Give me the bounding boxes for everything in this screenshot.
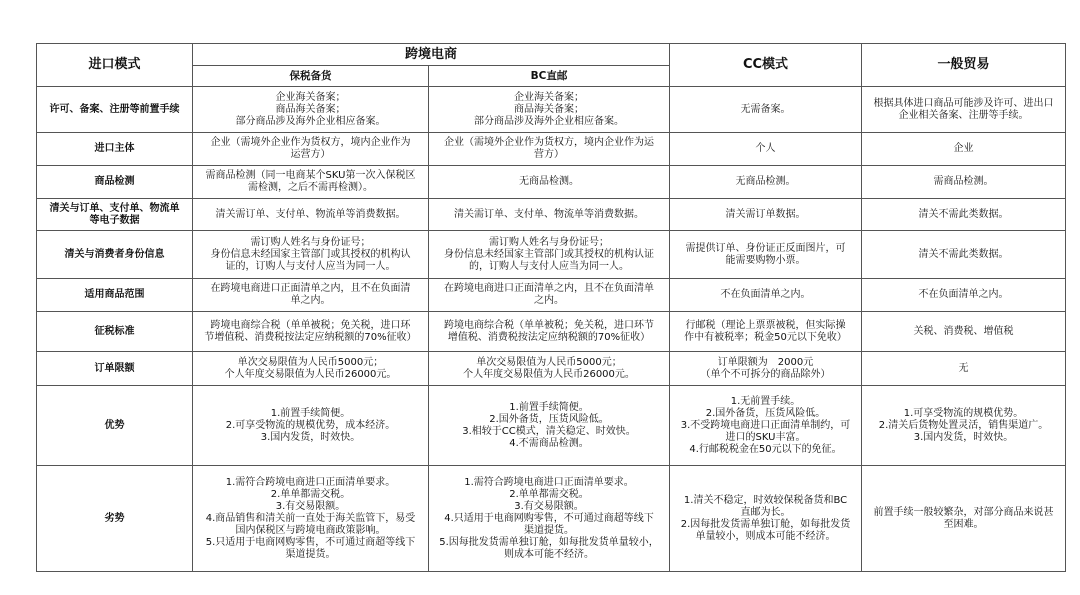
cell-bonded: 需订购人姓名与身份证号； 身份信息未经国家主管部门或其授权的机构认 证的，订购人与支付人应当为同一人。 <box>193 231 429 279</box>
cell-bc: 在跨境电商进口正面清单之内，且不在负面清单 之内。 <box>429 279 670 312</box>
table-row <box>37 166 1066 199</box>
cell-bonded: 清关需订单、支付单、物流单等消费数据。 <box>193 199 429 231</box>
cell-bonded: 单次交易限值为人民币5000元； 个人年度交易限值为人民币26000元。 <box>193 352 429 386</box>
cell-cc: 订单限额为 2000元 （单个不可拆分的商品除外） <box>670 352 862 386</box>
cell-general: 企业 <box>862 133 1066 166</box>
row-label: 许可、备案、注册等前置手续 <box>37 87 193 133</box>
header-bc-direct: BC直邮 <box>429 66 670 87</box>
table-row <box>37 352 1066 386</box>
cell-bc: 单次交易限值为人民币5000元； 个人年度交易限值为人民币26000元。 <box>429 352 670 386</box>
cell-bonded: 在跨境电商进口正面清单之内，且不在负面清 单之内。 <box>193 279 429 312</box>
cell-bonded: 需商品检测（同一电商某个SKU第一次入保税区 需检测，之后不需再检测）。 <box>193 166 429 199</box>
header-row-1 <box>37 44 1066 66</box>
comparison-table <box>36 43 1066 572</box>
cell-bonded: 企业海关备案； 商品海关备案； 部分商品涉及海外企业相应备案。 <box>193 87 429 133</box>
table-row <box>37 312 1066 352</box>
cell-bc: 1.需符合跨境电商进口正面清单要求。 2.单单都需交税。 3.有交易限额。 4.只适用于电商网购零售，不可通过商超等线下 渠道提货。 5.因每批发货需单独订舱，如每批发货单量较小， 则成本可能不经济。 <box>429 466 670 572</box>
cell-bc: 跨境电商综合税（单单被税；免关税，进口环节 增值税、消费税按法定应纳税额的70%征收） <box>429 312 670 352</box>
cell-cc: 1.无前置手续。 2.国外备货，压货风险低。 3.不受跨境电商进口正面清单制约，可 进口的SKU丰富。 4.行邮税税金在50元以下的免征。 <box>670 386 862 466</box>
cell-general: 清关不需此类数据。 <box>862 231 1066 279</box>
cell-bc: 企业（需境外企业作为货权方，境内企业作为运 营方） <box>429 133 670 166</box>
cell-cc: 无商品检测。 <box>670 166 862 199</box>
cell-general: 根据具体进口商品可能涉及许可、进出口 企业相关备案、注册等手续。 <box>862 87 1066 133</box>
table-row <box>37 133 1066 166</box>
cell-bc: 企业海关备案； 商品海关备案； 部分商品涉及海外企业相应备案。 <box>429 87 670 133</box>
header-cc-mode: CC模式 <box>670 44 862 87</box>
cell-general: 关税、消费税、增值税 <box>862 312 1066 352</box>
cell-general: 需商品检测。 <box>862 166 1066 199</box>
row-label: 劣势 <box>37 466 193 572</box>
cell-cc: 不在负面清单之内。 <box>670 279 862 312</box>
header-bonded: 保税备货 <box>193 66 429 87</box>
cell-bc: 1.前置手续简便。 2.国外备货，压货风险低。 3.相较于CC模式，清关稳定、时效快。 4.不需商品检测。 <box>429 386 670 466</box>
cell-general: 清关不需此类数据。 <box>862 199 1066 231</box>
cell-general: 前置手续一般较繁杂，对部分商品来说甚 至困难。 <box>862 466 1066 572</box>
table-row <box>37 87 1066 133</box>
header-cross-border: 跨境电商 <box>193 44 670 66</box>
row-label: 征税标准 <box>37 312 193 352</box>
cell-cc: 清关需订单数据。 <box>670 199 862 231</box>
cell-bonded: 跨境电商综合税（单单被税；免关税，进口环 节增值税、消费税按法定应纳税额的70%征收） <box>193 312 429 352</box>
table-row <box>37 466 1066 572</box>
row-label: 清关与消费者身份信息 <box>37 231 193 279</box>
header-import-mode: 进口模式 <box>37 44 193 87</box>
table-row <box>37 279 1066 312</box>
cell-bc: 无商品检测。 <box>429 166 670 199</box>
row-label: 进口主体 <box>37 133 193 166</box>
header-general-trade: 一般贸易 <box>862 44 1066 87</box>
cell-general: 不在负面清单之内。 <box>862 279 1066 312</box>
cell-bonded: 1.前置手续简便。 2.可享受物流的规模优势，成本经济。 3.国内发货，时效快。 <box>193 386 429 466</box>
row-label: 适用商品范围 <box>37 279 193 312</box>
cell-bonded: 1.需符合跨境电商进口正面清单要求。 2.单单都需交税。 3.有交易限额。 4.商品销售和清关前一直处于海关监管下，易受 国内保税区与跨境电商政策影响。 5.只适用于电商网购零售，不可通过商超等线下 渠道提货。 <box>193 466 429 572</box>
cell-cc: 无需备案。 <box>670 87 862 133</box>
row-label: 优势 <box>37 386 193 466</box>
cell-cc: 个人 <box>670 133 862 166</box>
row-label: 商品检测 <box>37 166 193 199</box>
cell-bc: 需订购人姓名与身份证号； 身份信息未经国家主管部门或其授权的机构认证 的，订购人与支付人应当为同一人。 <box>429 231 670 279</box>
cell-cc: 1.清关不稳定，时效较保税备货和BC 直邮为长。 2.因每批发货需单独订舱，如每批发货 单量较小，则成本可能不经济。 <box>670 466 862 572</box>
cell-general: 1.可享受物流的规模优势。 2.清关后货物处置灵活，销售渠道广。 3.国内发货，时效快。 <box>862 386 1066 466</box>
cell-bc: 清关需订单、支付单、物流单等消费数据。 <box>429 199 670 231</box>
row-label: 清关与订单、支付单、物流单 等电子数据 <box>37 199 193 231</box>
cell-cc: 行邮税（理论上票票被税，但实际操 作中有被税率；税金50元以下免收） <box>670 312 862 352</box>
table-row <box>37 231 1066 279</box>
row-label: 订单限额 <box>37 352 193 386</box>
cell-bonded: 企业（需境外企业作为货权方，境内企业作为 运营方） <box>193 133 429 166</box>
cell-general: 无 <box>862 352 1066 386</box>
table-row <box>37 199 1066 231</box>
table-row <box>37 386 1066 466</box>
cell-cc: 需提供订单、身份证正反面图片，可 能需要购物小票。 <box>670 231 862 279</box>
